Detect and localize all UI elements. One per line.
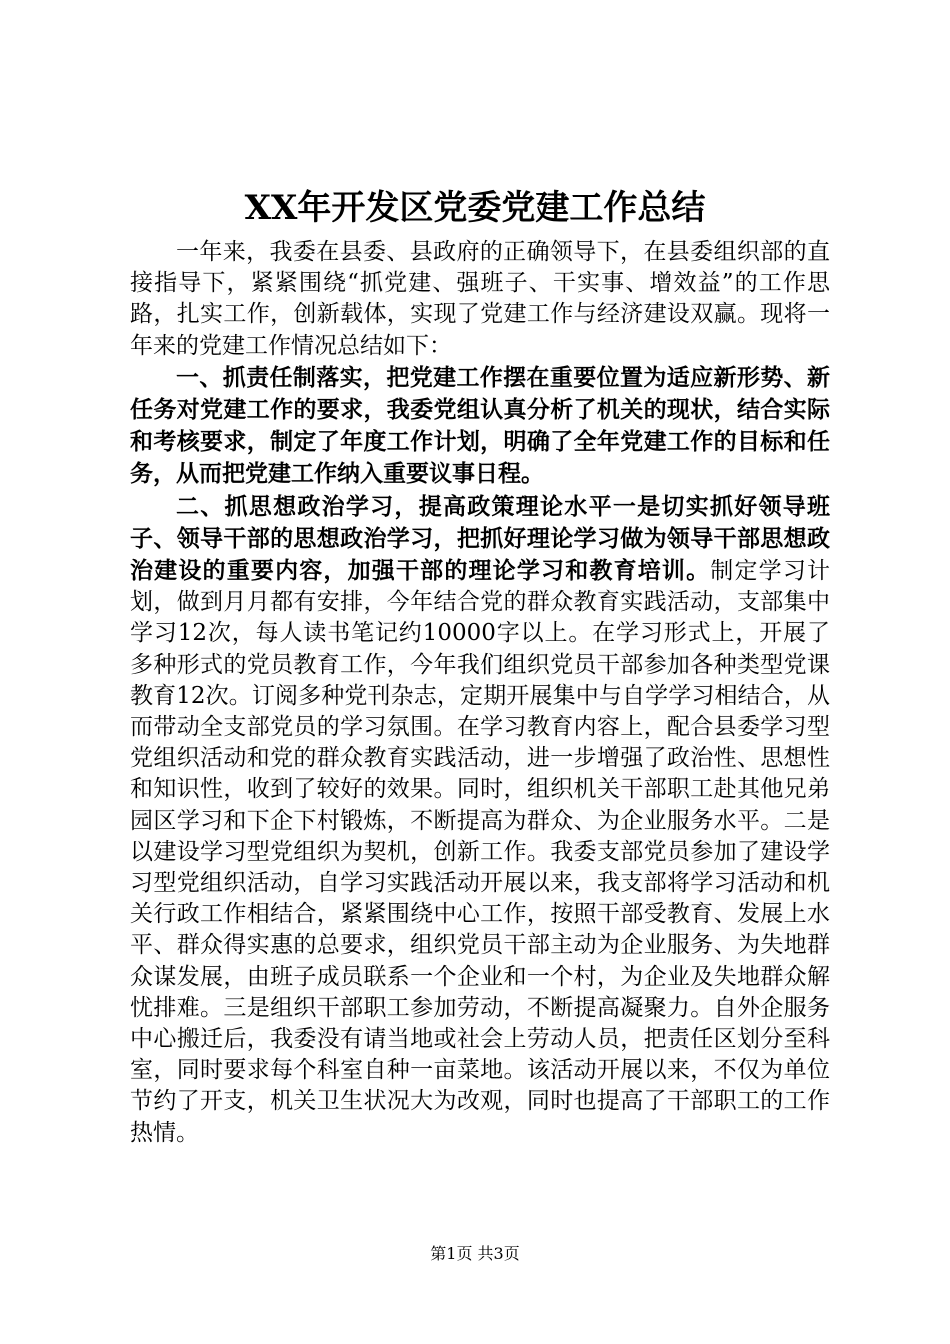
paragraph-lead: 一、抓责任制落实，把党建工作摆在重要位置为适应新形势、新任务对党建工作的要求，我委党组认真分析了机关的现状，结合实际和考核要求，制定了年度工作计划，明确了全年党建工作的目标和任务，从而把党建工作纳入重要议事日程。	[130, 363, 830, 488]
paragraph-section-1	[130, 362, 830, 491]
document-body	[130, 236, 830, 1149]
paragraph-lead: 二、抓思想政治学习，提高政策理论水平一是切实抓好领导班子、领导干部的思想政治学习，把抓好理论学习做为领导干部思想政治建设的重要内容，加强干部的理论学习和教育培训。	[130, 492, 830, 585]
document-title: XX年开发区党委党建工作总结	[244, 188, 706, 228]
paragraph-intro	[130, 236, 830, 362]
page-number-footer: 第1页 共3页	[430, 1244, 520, 1263]
paragraph-section-2	[130, 491, 830, 1149]
paragraph-text: 一年来，我委在县委、县政府的正确领导下，在县委组织部的直接指导下，紧紧围绕“抓党建、强班子、干实事、增效益”的工作思路，扎实工作，创新载体，实现了党建工作与经济建设双赢。现将一年来的党建工作情况总结如下：	[130, 239, 830, 359]
paragraph-text: 制定学习计划，做到月月都有安排，今年结合党的群众教育实践活动，支部集中学习12次，每人读书笔记约10000字以上。在学习形式上，开展了多种形式的党员教育工作，今年我们组织党员干部参加各种类型党课教育12次。订阅多种党刊杂志，定期开展集中与自学学习相结合，从而带动全支部党员的学习氛围。在学习教育内容上，配合县委学习型党组织活动和党的群众教育实践活动，进一步增强了政治性、思想性和知识性，收到了较好的效果。同时，组织机关干部职工赴其他兄弟园区学习和下企下村锻炼，不断提高为群众、为企业服务水平。二是以建设学习型党组织为契机，创新工作。我委支部党员参加了建设学习型党组织活动，自学习实践活动开展以来，我支部将学习活动和机关行政工作相结合，紧紧围绕中心工作，按照干部受教育、发展上水平、群众得实惠的总要求，组织党员干部主动为企业服务、为失地群众谋发展，由班子成员联系一个企业和一个村，为企业及失地群众解忧排难。三是组织干部职工参加劳动，不断提高凝聚力。自外企服务中心搬迁后，我委没有请当地或社会上劳动人员，把责任区划分至科室，同时要求每个科室自种一亩菜地。该活动开展以来，不仅为单位节约了开支，机关卫生状况大为改观，同时也提高了干部职工的工作热情。	[130, 558, 831, 1146]
